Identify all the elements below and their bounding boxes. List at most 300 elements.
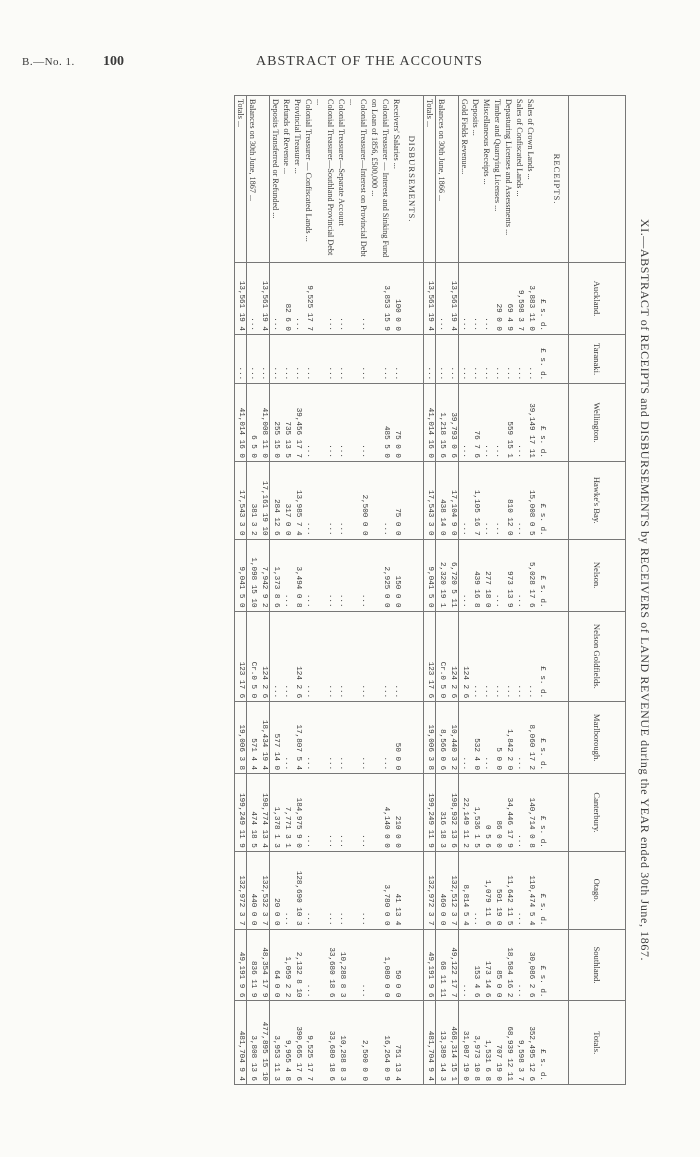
table-cell: 41,014 16 0	[424, 384, 436, 462]
table-cell: ...	[369, 702, 391, 774]
table-cell: ...	[470, 611, 481, 702]
column-header: Canterbury.	[569, 774, 626, 852]
table-cell: 39,456 17 7	[292, 384, 303, 462]
table-cell: ...	[336, 702, 347, 774]
table-cell: ...	[492, 334, 503, 383]
table-row	[470, 96, 481, 1085]
table-row	[314, 96, 336, 1085]
table-cell: 17,104 9 0	[447, 461, 459, 539]
table-cell: 3,808 13 6	[247, 1001, 259, 1085]
table-cell: 150 0 0	[391, 539, 402, 611]
table-cell: 124 2 6	[447, 611, 459, 702]
table-cell: 2,925 0 0	[369, 539, 391, 611]
table-cell: 460 0 0	[436, 851, 448, 929]
table-cell: 4,140 0 0	[369, 774, 391, 852]
table-cell: ...	[270, 263, 282, 335]
table-cell: 41,014 16 0	[235, 384, 247, 462]
table-cell: 3,780 0 0	[369, 851, 391, 929]
table-cell: 16,264 0 9	[369, 1001, 391, 1085]
table-cell: ...	[347, 774, 369, 852]
table-cell: ...	[369, 334, 391, 383]
units-cell: £ s. d.	[536, 851, 547, 929]
table-row	[503, 96, 514, 1085]
table-cell: 9,041 5 0	[424, 539, 436, 611]
table-cell: 49,122 17 7	[447, 929, 459, 1001]
table-cell: 86 0 0	[492, 774, 503, 852]
table-cell: 440 0 0	[247, 851, 259, 929]
table-cell: 199,249 11 9	[424, 774, 436, 852]
units-row	[536, 96, 547, 1085]
table-cell: ...	[336, 384, 347, 462]
paper-code: B.—No. 1.	[22, 56, 75, 68]
table-cell: 41 13 4	[391, 851, 402, 929]
column-header: Hawke's Bay.	[569, 461, 626, 539]
table-cell: ...	[481, 334, 492, 383]
table-row	[481, 96, 492, 1085]
column-header-row	[569, 96, 626, 1085]
totals-row	[424, 96, 436, 1085]
units-cell: £ s. d.	[536, 334, 547, 383]
table-cell: ...	[481, 702, 492, 774]
table-cell: ...	[492, 461, 503, 539]
table-cell: 82 6 0	[281, 263, 292, 335]
table-cell: ...	[481, 611, 492, 702]
table-cell: 0 5 6	[481, 774, 492, 852]
row-label: Depasturing Licenses and Assessments ...	[503, 96, 514, 263]
table-cell: 33,680 18 6	[314, 929, 336, 1001]
table-cell: ...	[424, 334, 436, 383]
table-cell: 2,500 0 0	[347, 1001, 369, 1085]
table-cell: ...	[459, 702, 471, 774]
row-label: Receivers' Salaries ...	[391, 96, 402, 263]
table-cell: ...	[314, 702, 336, 774]
table-cell	[402, 851, 424, 929]
table-cell: Cr.0 5 0	[247, 611, 259, 702]
table-cell	[402, 384, 424, 462]
table-cell: ...	[303, 774, 314, 852]
table-cell: 13,561 19 4	[235, 263, 247, 335]
table-cell: 19,006 3 8	[235, 702, 247, 774]
table-cell: ...	[292, 263, 303, 335]
table-cell: ...	[459, 334, 471, 383]
table-cell: 8,566 0 6	[436, 702, 448, 774]
row-label: Colonial Treasurer — Confiscated Lands ...	[303, 96, 314, 263]
column-header: Totals.	[569, 1001, 626, 1085]
table-cell: ...	[247, 334, 259, 383]
table-cell: ...	[281, 702, 292, 774]
row-label	[447, 96, 459, 263]
table-cell: 124 2 6	[258, 611, 270, 702]
table-cell: 707 19 0	[492, 1001, 503, 1085]
table-cell: ...	[303, 929, 314, 1001]
table-cell: 973 13 9	[503, 539, 514, 611]
row-label: Refunds of Revenue ...	[281, 96, 292, 263]
row-label: Balances on 30th June, 1867 ...	[247, 96, 259, 263]
table-cell: ...	[347, 611, 369, 702]
table-cell: 438 14 0	[436, 461, 448, 539]
column-header: Nelson.	[569, 539, 626, 611]
table-cell: 29 0 0	[492, 263, 503, 335]
table-cell: 317 0 0	[281, 461, 292, 539]
units-cell: £ s. d.	[536, 461, 547, 539]
table-cell: 9,525 17 7	[303, 1001, 314, 1085]
table-cell: 2,132 8 10	[292, 929, 303, 1001]
table-cell: 34,446 17 9	[503, 774, 514, 852]
table-cell: ...	[336, 539, 347, 611]
table-cell: 501 19 0	[492, 851, 503, 929]
table-cell: ...	[459, 461, 471, 539]
table-cell: 1,080 0 0	[369, 929, 391, 1001]
table-cell: ...	[336, 851, 347, 929]
table-cell	[402, 539, 424, 611]
table-cell: ...	[314, 334, 336, 383]
table-cell: ...	[470, 263, 481, 335]
table-cell	[547, 611, 569, 702]
table-cell: 1,531 6 8	[481, 1001, 492, 1085]
table-cell: ...	[525, 334, 536, 383]
table-cell: 8,060 17 2	[525, 702, 536, 774]
rotated-table-region	[100, 95, 660, 1085]
table-cell: ...	[459, 384, 471, 462]
table-cell: 9,598 3 7	[514, 1001, 525, 1085]
running-title: ABSTRACT OF THE ACCOUNTS	[256, 54, 483, 69]
table-cell: 1,079 11 6	[481, 851, 492, 929]
table-cell: 128,690 10 3	[292, 851, 303, 929]
table-cell: ...	[336, 263, 347, 335]
table-cell: ...	[303, 539, 314, 611]
table-cell: 75 0 0	[391, 384, 402, 462]
table-cell: 85 0 0	[492, 929, 503, 1001]
table-cell: 210 0 0	[391, 774, 402, 852]
table-cell: 100 0 0	[391, 263, 402, 335]
table-cell: ...	[303, 461, 314, 539]
table-cell: 7,771 3 1	[281, 774, 292, 852]
table-cell: ...	[481, 461, 492, 539]
table-cell: ...	[369, 461, 391, 539]
table-cell: ...	[481, 263, 492, 335]
table-cell: 3,953 11 3	[270, 1001, 282, 1085]
table-cell: ...	[314, 611, 336, 702]
table-cell: ...	[514, 702, 525, 774]
table-cell: 481,704 9 4	[424, 1001, 436, 1085]
table-cell: 1,842 2 0	[503, 702, 514, 774]
table-cell	[547, 263, 569, 335]
table-cell: ...	[336, 461, 347, 539]
table-cell	[402, 702, 424, 774]
table-cell: 571 4 4	[247, 702, 259, 774]
table-cell: 9,965 4 8	[281, 1001, 292, 1085]
table-cell: 31,087 19 0	[459, 1001, 471, 1085]
section-heading: RECEIPTS.	[547, 96, 569, 263]
table-cell: 8,814 5 4	[459, 851, 471, 929]
table-cell: 474 18 5	[247, 774, 259, 852]
table-cell: 352,495 12 6	[525, 1001, 536, 1085]
table-cell: ...	[459, 539, 471, 611]
table-cell: ...	[258, 334, 270, 383]
table-cell: ...	[369, 611, 391, 702]
table-cell: 1,218 15 6	[436, 384, 448, 462]
table-cell: ...	[270, 334, 282, 383]
column-header: Auckland.	[569, 263, 626, 335]
table-cell	[547, 1001, 569, 1085]
table-row	[492, 96, 503, 1085]
table-cell: ...	[514, 851, 525, 929]
row-label	[258, 96, 270, 263]
table-cell: ...	[347, 702, 369, 774]
row-label: Sales of Confiscated Lands ...	[514, 96, 525, 263]
table-cell: 9,525 17 7	[303, 263, 314, 335]
table-cell	[547, 384, 569, 462]
table-cell: ...	[247, 263, 259, 335]
table-cell: ...	[347, 851, 369, 929]
table-cell: 39,149 17 11	[525, 384, 536, 462]
table-row	[336, 96, 347, 1085]
column-header-blank	[569, 96, 626, 263]
column-header: Marlborough.	[569, 702, 626, 774]
table-cell: 468,314 15 1	[447, 1001, 459, 1085]
table-cell	[547, 461, 569, 539]
row-label: Colonial Treasurer—Southland Provincial Debt ...	[314, 96, 336, 263]
table-cell: ...	[347, 539, 369, 611]
table-cell: 110,474 5 4	[525, 851, 536, 929]
table-cell: 810 12 0	[503, 461, 514, 539]
table-cell: 5 0 0	[492, 702, 503, 774]
units-cell: £ s. d.	[536, 774, 547, 852]
table-cell: ...	[303, 702, 314, 774]
table-cell: ...	[514, 539, 525, 611]
table-cell: ...	[336, 334, 347, 383]
table-cell: 3,883 11 0	[525, 263, 536, 335]
table-cell: 6,720 5 11	[447, 539, 459, 611]
row-label: Colonial Treasurer—Interest on Provincial Debt ...	[347, 96, 369, 263]
table-cell: 477,895 15 10	[258, 1001, 270, 1085]
table-cell: 10,440 3 2	[447, 702, 459, 774]
row-label: Colonial Treasurer — Interest and Sinking Fund on Loan of 1856, £500,000 ...	[369, 96, 391, 263]
table-cell: ...	[492, 539, 503, 611]
table-cell: ...	[459, 263, 471, 335]
table-cell: Cr.0 5 0	[436, 611, 448, 702]
table-cell: 50 0 0	[391, 702, 402, 774]
table-cell: 41,008 11 0	[258, 384, 270, 462]
table-cell: 485 5 0	[369, 384, 391, 462]
row-label: Totals ...	[235, 96, 247, 263]
table-cell	[402, 1001, 424, 1085]
table-cell	[402, 461, 424, 539]
units-cell: £ s. d.	[536, 702, 547, 774]
table-cell: 532 4 0	[470, 702, 481, 774]
table-body	[235, 96, 569, 1085]
table-cell: ...	[514, 384, 525, 462]
units-cell: £ s. d.	[536, 1001, 547, 1085]
table-cell: 381 3 2	[247, 461, 259, 539]
table-cell: ...	[470, 851, 481, 929]
units-cell: £ s. d.	[536, 263, 547, 335]
table-cell	[547, 539, 569, 611]
table-row	[292, 96, 303, 1085]
table-cell: 48,354 17 9	[258, 929, 270, 1001]
table-cell: ...	[270, 611, 282, 702]
table-cell: ...	[281, 334, 292, 383]
table-cell	[402, 334, 424, 383]
table-cell: ...	[347, 263, 369, 335]
table-cell: 751 13 4	[391, 1001, 402, 1085]
table-cell: 13,985 7 4	[292, 461, 303, 539]
table-cell: 124 2 6	[292, 611, 303, 702]
table-cell	[547, 334, 569, 383]
table-cell: ...	[281, 611, 292, 702]
table-cell: 7,942 9 2	[258, 539, 270, 611]
table-cell	[547, 929, 569, 1001]
table-row	[391, 96, 402, 1085]
column-header: Taranaki.	[569, 334, 626, 383]
row-label: Deposits ...	[470, 96, 481, 263]
row-label: Miscellaneous Receipts ...	[481, 96, 492, 263]
table-cell: ...	[514, 929, 525, 1001]
units-cell: £ s. d.	[536, 611, 547, 702]
table-cell: 6 5 0	[247, 384, 259, 462]
units-cell: £ s. d.	[536, 384, 547, 462]
table-cell: 68 11 11	[436, 929, 448, 1001]
table-cell: 49,191 9 6	[424, 929, 436, 1001]
table-cell: 5,028 17 6	[525, 539, 536, 611]
table-cell: 1,098 15 10	[247, 539, 259, 611]
table-cell: 18,434 19 4	[258, 702, 270, 774]
disbursements-heading-row	[402, 96, 424, 1085]
table-cell: 173 14 6	[481, 929, 492, 1001]
row-label: Provincial Treasurer ...	[292, 96, 303, 263]
table-cell: 2,500 0 0	[347, 461, 369, 539]
table-cell: 836 11 9	[247, 929, 259, 1001]
table-cell: 1,059 2 2	[281, 929, 292, 1001]
table-row	[281, 96, 292, 1085]
row-label: Balances on 30th June, 1866 ...	[436, 96, 448, 263]
table-cell: 140,714 0 8	[525, 774, 536, 852]
table-cell: 198,932 13 6	[447, 774, 459, 852]
table-cell: ...	[492, 384, 503, 462]
table-cell: 13,561 19 4	[447, 263, 459, 335]
table-cell: 199,249 11 9	[235, 774, 247, 852]
table-cell: 17,161 19 10	[258, 461, 270, 539]
table-cell: ...	[303, 851, 314, 929]
table-title: XI.—ABSTRACT of RECEIPTS and DISBURSEMENTS by RECEIVERS of LAND REVENUE during the YEAR ended 30th June, 1867.	[638, 218, 652, 962]
table-cell: ...	[314, 539, 336, 611]
table-cell: 1,105 16 7	[470, 461, 481, 539]
table-cell: ...	[459, 929, 471, 1001]
table-row	[270, 96, 282, 1085]
units-blank	[536, 96, 547, 263]
table-cell: ...	[347, 929, 369, 1001]
table-cell: 1,373 8 6	[270, 539, 282, 611]
table-cell: ...	[303, 611, 314, 702]
row-label: Sales of Crown Lands ...	[525, 96, 536, 263]
subtotal-row	[447, 96, 459, 1085]
page-header	[0, 54, 700, 74]
table-cell: ...	[281, 539, 292, 611]
table-cell: ...	[314, 384, 336, 462]
table-cell: 390,665 17 6	[292, 1001, 303, 1085]
row-label: Gold Fields Revenue...	[459, 96, 471, 263]
table-cell: ...	[514, 461, 525, 539]
table-cell: ...	[303, 384, 314, 462]
table-cell: ...	[347, 334, 369, 383]
table-cell: 33,680 18 6	[314, 1001, 336, 1085]
table-cell	[402, 774, 424, 852]
table-cell: ...	[514, 334, 525, 383]
table-cell	[402, 263, 424, 335]
table-cell: 30,086 2 6	[525, 929, 536, 1001]
table-cell: ...	[347, 384, 369, 462]
table-cell: 17,543 3 0	[235, 461, 247, 539]
table-cell: ...	[336, 611, 347, 702]
row-label: Deposits Transferred or Refunded ...	[270, 96, 282, 263]
table-cell: ...	[525, 611, 536, 702]
table-cell: ...	[281, 851, 292, 929]
column-header: Southland.	[569, 929, 626, 1001]
table-cell: ...	[514, 774, 525, 852]
table-cell: 17,807 5 4	[292, 702, 303, 774]
totals-row	[235, 96, 247, 1085]
table-cell: 10,288 8 3	[336, 929, 347, 1001]
receipts-heading-row	[547, 96, 569, 1085]
row-label: Totals ...	[424, 96, 436, 263]
table-cell: ...	[314, 774, 336, 852]
table-cell: ...	[492, 611, 503, 702]
table-cell	[402, 929, 424, 1001]
table-cell: 123 17 6	[235, 611, 247, 702]
table-cell: 20 0 0	[270, 851, 282, 929]
table-cell: 1,536 1 5	[470, 774, 481, 852]
row-label: Timber and Quarrying Licenses ...	[492, 96, 503, 263]
table-cell: 13,561 19 4	[258, 263, 270, 335]
table-cell: 123 17 6	[424, 611, 436, 702]
table-row	[369, 96, 391, 1085]
column-header: Wellington.	[569, 384, 626, 462]
table-cell: ...	[391, 334, 402, 383]
column-header: Otago.	[569, 851, 626, 929]
table-cell: ...	[503, 334, 514, 383]
units-cell: £ s. d.	[536, 929, 547, 1001]
balance-row	[247, 96, 259, 1085]
table-cell: 255 15 0	[270, 384, 282, 462]
table-cell: 17,543 3 0	[424, 461, 436, 539]
table-row	[514, 96, 525, 1085]
table-cell: 75 0 0	[391, 461, 402, 539]
table-cell: 439 16 8	[470, 539, 481, 611]
table-cell: 3,973 10 8	[470, 1001, 481, 1085]
table-cell: 132,972 3 7	[235, 851, 247, 929]
table-row	[525, 96, 536, 1085]
section-heading: DISBURSEMENTS.	[402, 96, 424, 263]
table-cell: 132,972 3 7	[424, 851, 436, 929]
table-cell	[547, 702, 569, 774]
table-cell: 577 14 0	[270, 702, 282, 774]
table-cell: 284 12 6	[270, 461, 282, 539]
table-cell: ...	[303, 334, 314, 383]
table-cell: 69 4 9	[503, 263, 514, 335]
table-cell: ...	[235, 334, 247, 383]
table-cell: 316 18 3	[436, 774, 448, 852]
table-cell: ...	[447, 334, 459, 383]
table-cell: 153 4 6	[470, 929, 481, 1001]
balance-row	[436, 96, 448, 1085]
table-cell: 3,494 0 8	[292, 539, 303, 611]
subtotal-row	[258, 96, 270, 1085]
table-cell: 13,389 14 3	[436, 1001, 448, 1085]
table-cell: 68,939 12 11	[503, 1001, 514, 1085]
row-label: Colonial Treasurer—Separate Account	[336, 96, 347, 263]
table-cell: 481,704 9 4	[235, 1001, 247, 1085]
table-cell: 18,584 16 2	[503, 929, 514, 1001]
